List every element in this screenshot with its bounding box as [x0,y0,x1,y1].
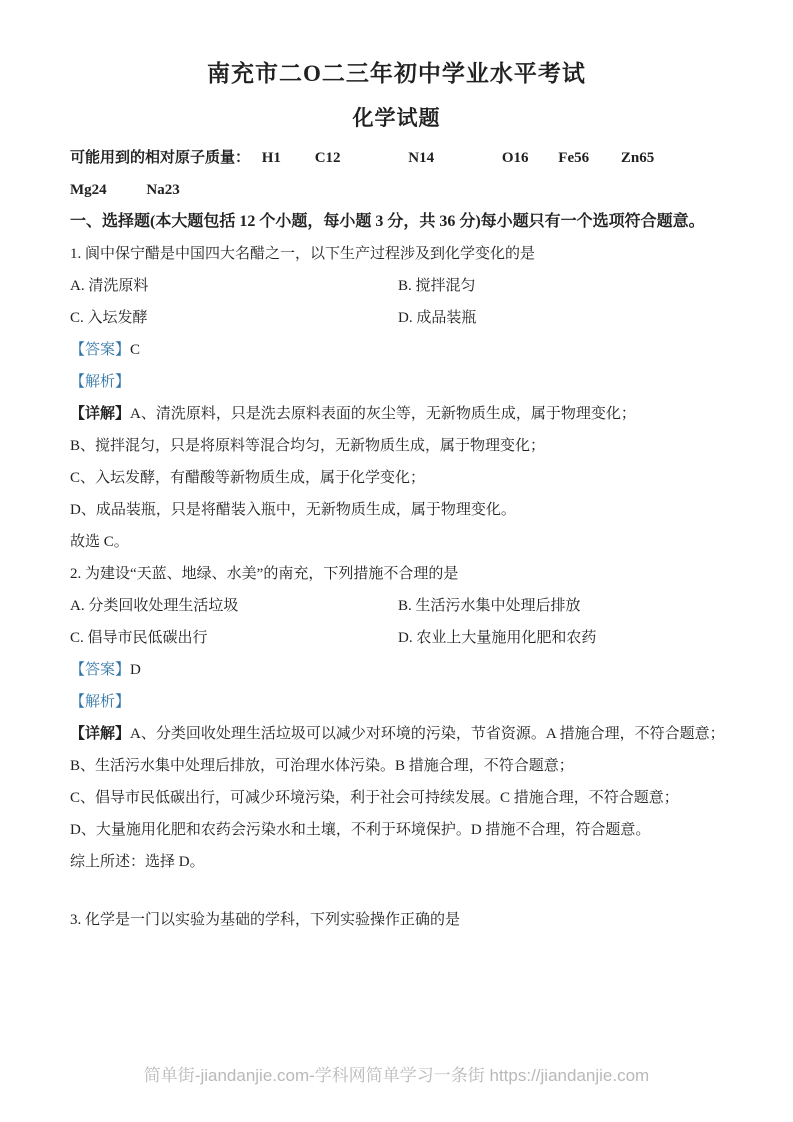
detail-line: D、成品装瓶，只是将醋装入瓶中，无新物质生成，属于物理变化。 [70,502,516,518]
detail-line: B、生活污水集中处理后排放，可治理水体污染。B 措施合理，不符合题意； [70,758,574,774]
answer-line [70,654,723,686]
analysis-line [70,366,723,398]
detail-line: C、倡导市民低碳出行，可减少环境污染，利于社会可持续发展。C 措施合理，不符合题意； [70,790,679,806]
question-stem: 1. 阆中保宁醋是中国四大名醋之一，以下生产过程涉及到化学变化的是 [70,246,536,262]
detail-line: C、入坛发酵，有醋酸等新物质生成，属于化学变化； [70,470,426,486]
detail-label: 【详解】 [70,406,131,422]
atomic-mass-token: N14 [408,150,435,166]
option-a: A. 清洗原料 [70,278,149,294]
option-d: D. 成品装瓶 [398,310,477,326]
answer-label: 【答案】 [70,662,131,678]
blank-gap [70,878,723,904]
atomic-mass-token: Mg24 [70,182,107,198]
atomic-masses-line-1 [70,142,723,174]
detail-label: 【详解】 [70,726,131,742]
analysis-line [70,686,723,718]
answer-value: D [130,662,141,678]
atomic-mass-token: O16 [501,150,529,166]
option-c: C. 入坛发酵 [70,310,148,326]
detail-line: D、大量施用化肥和农药会污染水和土壤，不利于环境保护。D 措施不合理，符合题意。 [70,822,651,838]
detail-line [70,398,723,430]
atomic-mass-token: Na23 [146,182,180,198]
option-d: D. 农业上大量施用化肥和农药 [398,630,597,646]
atomic-masses-label: 可能用到的相对原子质量： [70,150,251,166]
question-stem: 3. 化学是一门以实验为基础的学科，下列实验操作正确的是 [70,912,461,928]
question-2 [70,558,723,878]
analysis-label: 【解析】 [70,374,131,390]
detail-line [70,718,723,750]
detail-conclusion: 故选 C。 [70,534,129,550]
detail-conclusion: 综上所述：选择 D。 [70,854,205,870]
detail-line: B、搅拌混匀，只是将原料等混合均匀，无新物质生成，属于物理变化； [70,438,546,454]
option-b: B. 搅拌混匀 [398,278,476,294]
question-stem: 2. 为建设“天蓝、地绿、水美”的南充，下列措施不合理的是 [70,566,459,582]
atomic-mass-token: H1 [261,150,281,166]
answer-line [70,334,723,366]
question-options [70,270,723,334]
atomic-masses-line-2 [70,174,723,206]
question-3 [70,904,723,936]
answer-label: 【答案】 [70,342,131,358]
option-b: B. 生活污水集中处理后排放 [398,598,581,614]
atomic-mass-token: Zn65 [620,150,655,166]
atomic-mass-token: Fe56 [558,150,590,166]
option-a: A. 分类回收处理生活垃圾 [70,598,239,614]
atomic-mass-token: C12 [314,150,341,166]
answer-value: C [130,342,141,358]
doc-subtitle: 化学试题 [352,106,441,130]
doc-title: 南充市二O二三年初中学业水平考试 [207,61,586,86]
analysis-label: 【解析】 [70,694,131,710]
detail-text: A、清洗原料，只是洗去原料表面的灰尘等，无新物质生成，属于物理变化； [130,406,636,422]
question-options [70,590,723,654]
question-1 [70,238,723,558]
section-heading: 一、选择题(本大题包括 12 个小题，每小题 3 分，共 36 分)每小题只有一个选项符合题意。 [70,213,705,230]
detail-text: A、分类回收处理生活垃圾可以减少对环境的污染，节省资源。A 措施合理，不符合题意； [130,726,725,742]
option-c: C. 倡导市民低碳出行 [70,630,208,646]
footer-watermark: 简单街-jiandanjie.com-学科网简单学习一条街 https://jiandanjie.com [143,1066,650,1085]
